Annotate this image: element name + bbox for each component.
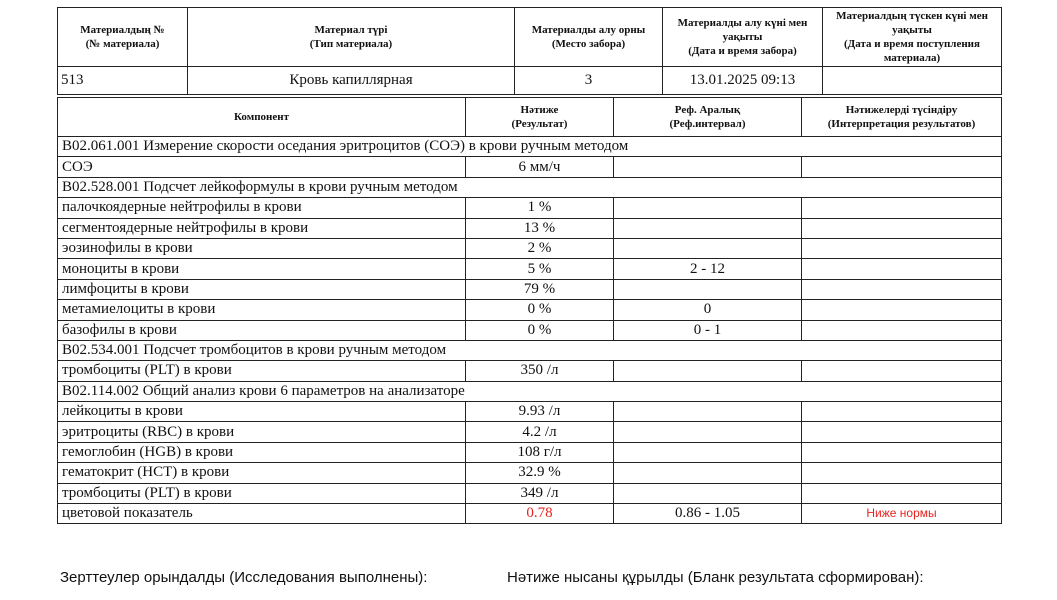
- section-title: B02.534.001 Подсчет тромбоцитов в крови ручным методом: [58, 340, 1002, 360]
- section-row: [58, 340, 1002, 360]
- result-value: 0 %: [466, 300, 614, 320]
- reference-interval: [614, 218, 802, 238]
- interpretation: [802, 157, 1002, 177]
- material-header-row: [58, 8, 1002, 67]
- result-row: [58, 463, 1002, 483]
- reference-interval: 0.86 - 1.05: [614, 504, 802, 524]
- section-row: [58, 177, 1002, 197]
- reference-interval: [614, 463, 802, 483]
- component-name: палочкоядерные нейтрофилы в крови: [58, 198, 466, 218]
- component-name: СОЭ: [58, 157, 466, 177]
- component-name: эритроциты (RBC) в крови: [58, 422, 466, 442]
- results-table: [57, 97, 1002, 524]
- result-row: [58, 198, 1002, 218]
- header-material-number: Материалдың № (№ материала): [58, 8, 188, 67]
- reference-interval: 2 - 12: [614, 259, 802, 279]
- component-name: гематокрит (HCT) в крови: [58, 463, 466, 483]
- result-row: [58, 157, 1002, 177]
- interpretation: [802, 442, 1002, 462]
- interpretation: [802, 238, 1002, 258]
- collection-place: 3: [515, 67, 663, 95]
- reference-interval: 0: [614, 300, 802, 320]
- result-value: 13 %: [466, 218, 614, 238]
- result-row: [58, 422, 1002, 442]
- reference-interval: [614, 442, 802, 462]
- section-title: B02.528.001 Подсчет лейкоформулы в крови ручным методом: [58, 177, 1002, 197]
- interpretation: [802, 361, 1002, 381]
- reference-interval: [614, 402, 802, 422]
- reference-interval: [614, 279, 802, 299]
- interpretation: [802, 463, 1002, 483]
- result-row: [58, 279, 1002, 299]
- result-row: [58, 300, 1002, 320]
- component-name: метамиелоциты в крови: [58, 300, 466, 320]
- material-type: Кровь капиллярная: [188, 67, 515, 95]
- result-value: 1 %: [466, 198, 614, 218]
- interpretation: [802, 279, 1002, 299]
- header-component: Компонент: [58, 98, 466, 137]
- reference-interval: 0 - 1: [614, 320, 802, 340]
- interpretation: [802, 198, 1002, 218]
- header-reference-interval: Реф. Аралық (Реф.интервал): [614, 98, 802, 137]
- result-row: [58, 320, 1002, 340]
- footer-blank-label: Нәтиже нысаны құрылды (Бланк результата сформирован):: [507, 569, 924, 586]
- result-row: [58, 238, 1002, 258]
- section-row: [58, 381, 1002, 401]
- result-value: 349 /л: [466, 483, 614, 503]
- header-interpretation: Нәтижелерді түсіндіру (Интерпретация результатов): [802, 98, 1002, 137]
- header-result: Нәтиже (Результат): [466, 98, 614, 137]
- result-value: 2 %: [466, 238, 614, 258]
- result-row: [58, 259, 1002, 279]
- material-value-row: [58, 67, 1002, 95]
- reference-interval: [614, 238, 802, 258]
- reference-interval: [614, 422, 802, 442]
- result-value: 350 /л: [466, 361, 614, 381]
- section-title: B02.114.002 Общий анализ крови 6 параметров на анализаторе: [58, 381, 1002, 401]
- interpretation: [802, 422, 1002, 442]
- interpretation: Ниже нормы: [802, 504, 1002, 524]
- section-row: [58, 137, 1002, 157]
- header-collection-place: Материалды алу орны (Место забора): [515, 8, 663, 67]
- component-name: моноциты в крови: [58, 259, 466, 279]
- interpretation: [802, 483, 1002, 503]
- result-row: [58, 402, 1002, 422]
- reference-interval: [614, 198, 802, 218]
- result-row: [58, 442, 1002, 462]
- result-value: 6 мм/ч: [466, 157, 614, 177]
- footer-performed-label: Зерттеулер орындалды (Исследования выполнены):: [60, 569, 428, 586]
- component-name: гемоглобин (HGB) в крови: [58, 442, 466, 462]
- result-row: [58, 483, 1002, 503]
- interpretation: [802, 300, 1002, 320]
- component-name: лимфоциты в крови: [58, 279, 466, 299]
- arrival-datetime: [823, 67, 1002, 95]
- component-name: эозинофилы в крови: [58, 238, 466, 258]
- result-row: [58, 361, 1002, 381]
- header-arrival-datetime: Материалдың түскен күні мен уақыты (Дата и время поступления материала): [823, 8, 1002, 67]
- material-table: [57, 7, 1002, 95]
- reference-interval: [614, 483, 802, 503]
- reference-interval: [614, 361, 802, 381]
- result-value: 79 %: [466, 279, 614, 299]
- component-name: тромбоциты (PLT) в крови: [58, 483, 466, 503]
- component-name: тромбоциты (PLT) в крови: [58, 361, 466, 381]
- interpretation: [802, 402, 1002, 422]
- result-value: 5 %: [466, 259, 614, 279]
- component-name: цветовой показатель: [58, 504, 466, 524]
- result-value: 32.9 %: [466, 463, 614, 483]
- interpretation: [802, 259, 1002, 279]
- interpretation: [802, 320, 1002, 340]
- header-material-type: Материал түрі (Тип материала): [188, 8, 515, 67]
- component-name: базофилы в крови: [58, 320, 466, 340]
- collection-datetime: 13.01.2025 09:13: [663, 67, 823, 95]
- interpretation: [802, 218, 1002, 238]
- result-row: [58, 218, 1002, 238]
- result-value: 0 %: [466, 320, 614, 340]
- component-name: сегментоядерные нейтрофилы в крови: [58, 218, 466, 238]
- results-header-row: [58, 98, 1002, 137]
- section-title: B02.061.001 Измерение скорости оседания эритроцитов (СОЭ) в крови ручным методом: [58, 137, 1002, 157]
- result-value: 9.93 /л: [466, 402, 614, 422]
- header-collection-datetime: Материалды алу күні мен уақыты (Дата и время забора): [663, 8, 823, 67]
- result-value: 0.78: [466, 504, 614, 524]
- component-name: лейкоциты в крови: [58, 402, 466, 422]
- result-value: 4.2 /л: [466, 422, 614, 442]
- material-number: 513: [58, 67, 188, 95]
- result-row: [58, 504, 1002, 524]
- reference-interval: [614, 157, 802, 177]
- result-value: 108 г/л: [466, 442, 614, 462]
